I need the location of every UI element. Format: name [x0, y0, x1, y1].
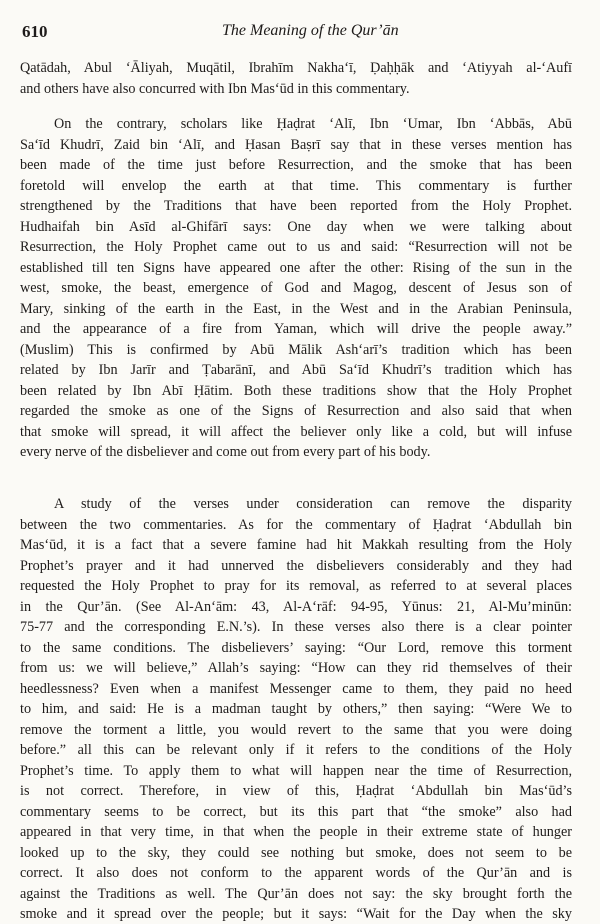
text-line: Qatādah, Abul ‘Āliyah, Muqātil, Ibrahīm Nakha‘ī, Ḍaḥḥāk and ‘Atiyyah al-‘Aufī	[20, 60, 572, 76]
text-line: Resurrection, the Holy Prophet came out to us and said: “Resurrection will not be	[20, 239, 572, 255]
text-line: correct. It also does not conform to the apparent words of the Qur’ān and is	[20, 865, 572, 881]
text-line: foretold will envelop the earth at that time. This commentary is further	[20, 177, 572, 194]
text-line: west, smoke, the beast, emergence of God and Magog, descent of Jesus son of	[20, 280, 572, 296]
page-number: 610	[22, 22, 48, 41]
text-line: to him, and said: He is a madman taught by others,” then saying: “Were We to	[20, 701, 572, 717]
text-line: (Muslim) This is confirmed by Abū Mālik Ash‘arī’s tradition which has been	[20, 341, 572, 358]
text-line: Prophet’s prayer and it had unnerved the disbelievers considerably and they had	[20, 557, 572, 574]
text-line: every nerve of the disbeliever and come out from every part of his body.	[20, 444, 431, 460]
text-line: Prophet’s time. To apply them to what will happen near the time of Resurrection,	[20, 762, 572, 779]
text-line: Mas‘ūd, it is a fact that a severe famine had hit Makkah resulting from the Holy	[20, 537, 572, 553]
text-line: appeared in that very time, in that when the people in their extreme state of hunger	[20, 824, 572, 840]
text-line: requested the Holy Prophet to pray for its removal, as referred to at several places	[20, 578, 572, 594]
text-line: before.” all this can be relevant only if it refers to the conditions of the Holy	[20, 742, 572, 758]
text-line: 75-77 and the corresponding E.N.’s). In these verses also there is a clear pointer	[20, 619, 572, 635]
text-line: between the two commentaries. As for the commentary of Ḥaḍrat ‘Abdullah bin	[20, 516, 572, 533]
text-line: Mary, sinking of the earth in the East, in the West and in the Arabian Peninsula,	[20, 300, 572, 317]
text-line: remove the torment a little, you would revert to the same that you were doing	[20, 721, 572, 738]
text-line: strengthened by the Traditions that have been reported from the Holy Prophet.	[20, 198, 572, 214]
text-line: against the Traditions as well. The Qur’ān does not say: the sky brought forth the	[20, 885, 572, 902]
text-line: and others have also concurred with Ibn Mas‘ūd in this commentary.	[20, 80, 410, 97]
text-line: in the Qur’ān. (See Al-An‘ām: 43, Al-A‘rāf: 94-95, Yūnus: 21, Al-Mu’minūn:	[20, 598, 572, 615]
text-line: been related by Ibn Abī Ḥātim. Both these traditions show that the Holy Prophet	[20, 382, 572, 399]
text-line: smoke and it spread over the people; but it says: “Wait for the Day when the sky	[20, 906, 572, 922]
text-line: regarded the smoke as one of the Signs of Resurrection and also said that when	[20, 403, 572, 419]
text-line: Hudhaifah bin Asīd al-Ghifārī says: One day when we were talking about	[20, 218, 572, 235]
text-line: to the same conditions. The disbelievers’ saying: “Our Lord, remove this torment	[20, 639, 572, 656]
page-header	[22, 22, 570, 46]
text-line: is not correct. Therefore, in view of this, Ḥaḍrat ‘Abdullah bin Mas‘ūd’s	[20, 783, 572, 799]
running-title: The Meaning of the Qur’ān	[222, 22, 399, 39]
text-line: that smoke will spread, it will affect the believer only like a cold, but will infuse	[20, 423, 572, 440]
text-line: On the contrary, scholars like Ḥaḍrat ‘Alī, Ibn ‘Umar, Ibn ‘Abbās, Abū	[54, 116, 572, 132]
text-line: from us: we will believe,” Allah’s saying: “How can they rid themselves of their	[20, 660, 572, 676]
text-line: related by Ibn Jarīr and Ṭabarānī, and Abū Sa‘īd Khudrī’s tradition which has	[20, 362, 572, 378]
text-line: and the appearance of a fire from Yaman, which will drive the people away.”	[20, 321, 572, 337]
text-line: looked up to the sky, they could see nothing but smoke, does not seem to be	[20, 844, 572, 861]
text-line: been made of the time just before Resurrection, and the smoke that has been	[20, 157, 572, 173]
text-line: commentary seems to be correct, but its this part that “the smoke” also had	[20, 803, 572, 820]
text-line: Sa‘īd Khudrī, Zaid bin ‘Alī, and Ḥasan Baṣrī say that in these verses mention has	[20, 136, 572, 153]
text-line: heedlessness? Even when a manifest Messenger came to them, they paid no heed	[20, 680, 572, 697]
text-line: established till ten Signs have appeared one after the other: Rising of the sun in the	[20, 259, 572, 276]
text-line: A study of the verses under consideration can remove the disparity	[54, 496, 572, 512]
